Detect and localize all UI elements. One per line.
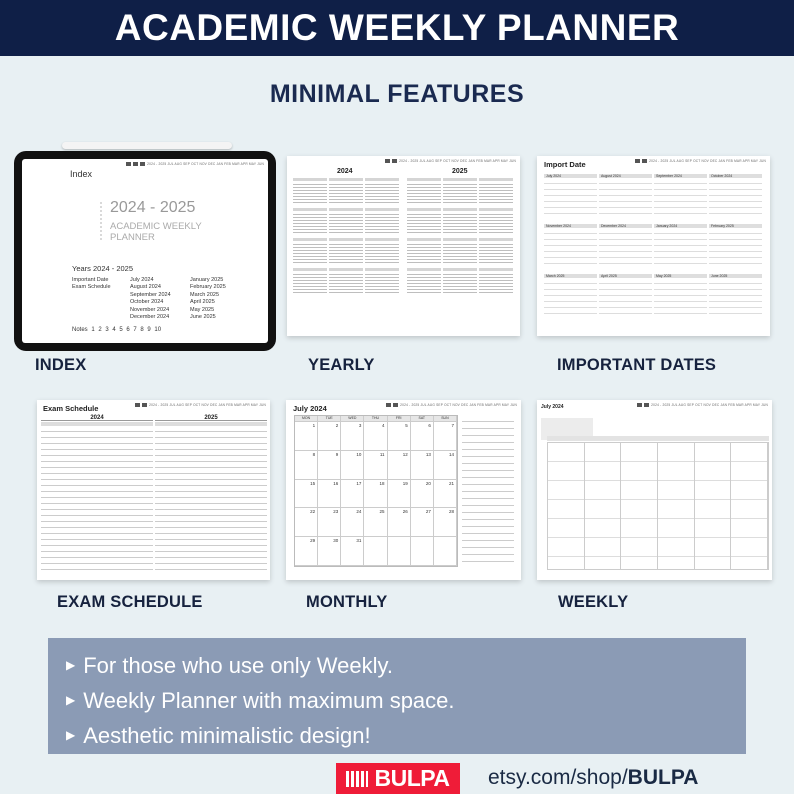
day-column[interactable] bbox=[695, 443, 732, 569]
index-col-1 bbox=[72, 277, 111, 292]
mini-month bbox=[293, 178, 327, 206]
mini-month bbox=[479, 268, 513, 296]
list-icon bbox=[637, 403, 642, 407]
date-box: February 2025 bbox=[709, 224, 762, 269]
dot-column bbox=[98, 201, 104, 241]
day-cell[interactable]: 31 bbox=[341, 537, 364, 566]
nav-bar bbox=[135, 403, 266, 407]
day-cell[interactable]: 13 bbox=[411, 451, 434, 480]
mini-month bbox=[407, 178, 441, 206]
calendar-icon bbox=[392, 159, 397, 163]
date-box: October 2024 bbox=[709, 174, 762, 219]
mini-month bbox=[365, 208, 399, 236]
index-link[interactable]: June 2025 bbox=[190, 314, 216, 321]
index-link[interactable]: August 2024 bbox=[130, 284, 161, 291]
index-page-preview bbox=[22, 159, 268, 343]
logo-mark-icon bbox=[346, 771, 368, 787]
day-cell[interactable]: 25 bbox=[364, 508, 387, 537]
logo-text: BULPA bbox=[374, 765, 450, 791]
date-box: January 2024 bbox=[654, 224, 707, 269]
todo-lines bbox=[462, 415, 514, 567]
index-link[interactable]: September 2024 bbox=[130, 291, 171, 298]
day-column[interactable] bbox=[658, 443, 695, 569]
day-cell[interactable]: 12 bbox=[388, 451, 411, 480]
nav-months: 2024 - 2025 JUL AUG SEP OCT NOV DEC JAN FEB MAR APR MAY JUN bbox=[149, 403, 266, 407]
day-cell[interactable]: 11 bbox=[364, 451, 387, 480]
shop-name: BULPA bbox=[627, 766, 699, 789]
nav-bar bbox=[637, 403, 768, 407]
day-cell[interactable]: 23 bbox=[318, 508, 341, 537]
calendar-icon bbox=[133, 162, 138, 166]
mini-month bbox=[479, 178, 513, 206]
book-icon bbox=[140, 162, 145, 166]
day-cell[interactable]: 6 bbox=[411, 422, 434, 451]
day-header: SAT bbox=[411, 416, 434, 422]
mini-month bbox=[365, 178, 399, 206]
weekly-page-preview bbox=[537, 400, 772, 580]
feature-text: Weekly Planner with maximum space. bbox=[83, 688, 455, 713]
exam-schedule-page-preview bbox=[37, 400, 270, 580]
index-years: Years 2024 - 2025 bbox=[72, 264, 134, 273]
index-link[interactable]: Important Date bbox=[72, 277, 109, 283]
nav-bar bbox=[126, 162, 264, 166]
exam-column-2025 bbox=[155, 415, 267, 570]
feature-item bbox=[66, 648, 746, 683]
index-col-2 bbox=[130, 277, 171, 321]
weekly-title: July 2024 bbox=[541, 404, 564, 410]
mini-month bbox=[479, 238, 513, 266]
nav-months: 2024 - 2025 JUL AUG SEP OCT NOV DEC JAN FEB MAR APR MAY JUN bbox=[400, 403, 517, 407]
day-header: TUE bbox=[318, 416, 341, 422]
exam-schedule-title: Exam Schedule bbox=[43, 404, 99, 413]
mini-month bbox=[443, 208, 477, 236]
exam-year: 2024 bbox=[41, 415, 153, 421]
day-cell[interactable]: 24 bbox=[341, 508, 364, 537]
day-header: FRI bbox=[388, 416, 411, 422]
index-link[interactable]: May 2025 bbox=[190, 306, 215, 313]
exam-year: 2025 bbox=[155, 415, 267, 421]
yearly-year-2: 2025 bbox=[452, 168, 468, 175]
monthly-page-preview bbox=[286, 400, 521, 580]
day-cell[interactable]: 27 bbox=[411, 508, 434, 537]
feature-item bbox=[66, 683, 746, 718]
index-link[interactable]: March 2025 bbox=[190, 291, 220, 298]
day-column[interactable] bbox=[548, 443, 585, 569]
feature-text: Aesthetic minimalistic design! bbox=[83, 723, 371, 748]
index-link[interactable]: April 2025 bbox=[190, 299, 215, 306]
pencil-icon bbox=[62, 142, 232, 149]
mini-month bbox=[293, 238, 327, 266]
day-cell[interactable]: 8 bbox=[295, 451, 318, 480]
triangle-bullet-icon: ▶ bbox=[66, 728, 76, 742]
yearly-grid-2024 bbox=[293, 178, 399, 296]
list-icon bbox=[385, 159, 390, 163]
mini-month bbox=[443, 268, 477, 296]
day-cell[interactable]: 2 bbox=[318, 422, 341, 451]
month-grid bbox=[294, 415, 458, 567]
mini-month bbox=[329, 208, 363, 236]
exam-column-2024 bbox=[41, 415, 153, 570]
day-cell[interactable]: 10 bbox=[341, 451, 364, 480]
calendar-icon bbox=[393, 403, 398, 407]
date-box: June 2025 bbox=[709, 274, 762, 319]
mini-month bbox=[407, 238, 441, 266]
mini-month bbox=[365, 238, 399, 266]
day-cell[interactable]: 28 bbox=[434, 508, 457, 537]
date-box: April 2025 bbox=[599, 274, 652, 319]
feature-list bbox=[48, 638, 746, 754]
day-cell[interactable]: 3 bbox=[341, 422, 364, 451]
weekly-day-header bbox=[547, 436, 769, 441]
feature-item bbox=[66, 718, 746, 753]
monthly-title: July 2024 bbox=[293, 404, 327, 413]
index-title: Index bbox=[70, 169, 93, 179]
day-cell[interactable]: 16 bbox=[318, 480, 341, 509]
nav-months: 2024 - 2025 JUL AUG SEP OCT NOV DEC JAN FEB MAR APR MAY JUN bbox=[147, 162, 264, 166]
day-cell[interactable]: 19 bbox=[388, 480, 411, 509]
nav-bar bbox=[386, 403, 517, 407]
mini-month bbox=[329, 268, 363, 296]
day-cell[interactable]: 29 bbox=[295, 537, 318, 566]
label-exam-schedule: EXAM SCHEDULE bbox=[57, 593, 203, 611]
index-link[interactable]: October 2024 bbox=[130, 299, 164, 306]
list-icon bbox=[635, 159, 640, 163]
mini-month bbox=[479, 208, 513, 236]
day-cell[interactable]: 1 bbox=[295, 422, 318, 451]
label-weekly: WEEKLY bbox=[558, 593, 629, 611]
date-box: August 2024 bbox=[599, 174, 652, 219]
date-box: November 2024 bbox=[544, 224, 597, 269]
mini-month bbox=[293, 268, 327, 296]
mini-month bbox=[293, 208, 327, 236]
day-header: MON bbox=[295, 416, 318, 422]
triangle-bullet-icon: ▶ bbox=[66, 693, 76, 707]
day-cell[interactable] bbox=[388, 537, 411, 566]
nav-bar bbox=[635, 159, 766, 163]
tablet-frame bbox=[14, 151, 276, 351]
list-icon bbox=[135, 403, 140, 407]
day-cell[interactable]: 15 bbox=[295, 480, 318, 509]
day-cell[interactable] bbox=[364, 537, 387, 566]
day-cell[interactable]: 18 bbox=[364, 480, 387, 509]
mini-month bbox=[329, 238, 363, 266]
list-icon bbox=[386, 403, 391, 407]
calendar-icon bbox=[142, 403, 147, 407]
index-link[interactable]: November 2024 bbox=[130, 306, 170, 313]
day-header: WED bbox=[341, 416, 364, 422]
mini-month bbox=[443, 238, 477, 266]
day-column[interactable] bbox=[621, 443, 658, 569]
day-cell[interactable]: 4 bbox=[364, 422, 387, 451]
index-col-3 bbox=[190, 277, 226, 321]
day-cell[interactable]: 17 bbox=[341, 480, 364, 509]
shop-prefix: etsy.com/shop/ bbox=[488, 766, 628, 789]
day-cell[interactable]: 26 bbox=[388, 508, 411, 537]
label-monthly: MONTHLY bbox=[306, 593, 388, 611]
label-important-dates: IMPORTANT DATES bbox=[557, 356, 717, 374]
index-link[interactable]: February 2025 bbox=[190, 284, 226, 291]
day-header: THU bbox=[364, 416, 387, 422]
shop-link[interactable] bbox=[488, 763, 698, 793]
list-icon bbox=[126, 162, 131, 166]
mini-month bbox=[407, 268, 441, 296]
feature-text: For those who use only Weekly. bbox=[83, 653, 394, 678]
day-cell[interactable]: 20 bbox=[411, 480, 434, 509]
day-cell[interactable]: 5 bbox=[388, 422, 411, 451]
important-dates-page-preview bbox=[537, 156, 770, 336]
index-link[interactable]: December 2024 bbox=[130, 314, 170, 321]
index-link[interactable]: January 2025 bbox=[190, 277, 224, 283]
triangle-bullet-icon: ▶ bbox=[66, 658, 76, 672]
day-cell[interactable]: 7 bbox=[434, 422, 457, 451]
page-banner bbox=[0, 0, 794, 56]
nav-months: 2024 - 2025 JUL AUG SEP OCT NOV DEC JAN FEB MAR APR MAY JUN bbox=[399, 159, 516, 163]
important-dates-title: Import Date bbox=[544, 160, 586, 169]
yearly-grid-2025 bbox=[407, 178, 513, 296]
day-cell[interactable]: 30 bbox=[318, 537, 341, 566]
nav-bar bbox=[385, 159, 516, 163]
day-cell[interactable]: 14 bbox=[434, 451, 457, 480]
day-cell[interactable]: 22 bbox=[295, 508, 318, 537]
date-box: May 2025 bbox=[654, 274, 707, 319]
label-yearly: YEARLY bbox=[308, 356, 375, 374]
label-index: INDEX bbox=[35, 356, 87, 374]
index-big-title: 2024 - 2025 bbox=[110, 199, 196, 216]
page-title: ACADEMIC WEEKLY PLANNER bbox=[114, 7, 680, 48]
date-box: December 2024 bbox=[599, 224, 652, 269]
mini-month bbox=[443, 178, 477, 206]
day-column[interactable] bbox=[731, 443, 768, 569]
day-cell[interactable]: 9 bbox=[318, 451, 341, 480]
index-notes: Notes 1 2 3 4 5 6 7 8 9 10 bbox=[72, 327, 162, 333]
weekly-grid bbox=[547, 442, 769, 570]
section-subtitle: MINIMAL FEATURES bbox=[269, 80, 525, 108]
day-column[interactable] bbox=[585, 443, 622, 569]
bulpa-logo[interactable] bbox=[336, 763, 460, 794]
day-header: SUN bbox=[434, 416, 457, 422]
index-link[interactable]: Exam Schedule bbox=[72, 284, 111, 291]
yearly-page-preview bbox=[287, 156, 520, 336]
day-cell[interactable]: 21 bbox=[434, 480, 457, 509]
date-box: September 2024 bbox=[654, 174, 707, 219]
index-subtitle: ACADEMIC WEEKLY PLANNER bbox=[110, 221, 202, 243]
nav-months: 2024 - 2025 JUL AUG SEP OCT NOV DEC JAN FEB MAR APR MAY JUN bbox=[651, 403, 768, 407]
nav-months: 2024 - 2025 JUL AUG SEP OCT NOV DEC JAN FEB MAR APR MAY JUN bbox=[649, 159, 766, 163]
calendar-icon bbox=[644, 403, 649, 407]
mini-month bbox=[329, 178, 363, 206]
index-link[interactable]: July 2024 bbox=[130, 277, 154, 283]
date-box: July 2024 bbox=[544, 174, 597, 219]
day-cell[interactable] bbox=[411, 537, 434, 566]
mini-month bbox=[365, 268, 399, 296]
calendar-icon bbox=[642, 159, 647, 163]
date-box: March 2025 bbox=[544, 274, 597, 319]
mini-month bbox=[407, 208, 441, 236]
day-cell[interactable] bbox=[434, 537, 457, 566]
yearly-year-1: 2024 bbox=[337, 168, 353, 175]
